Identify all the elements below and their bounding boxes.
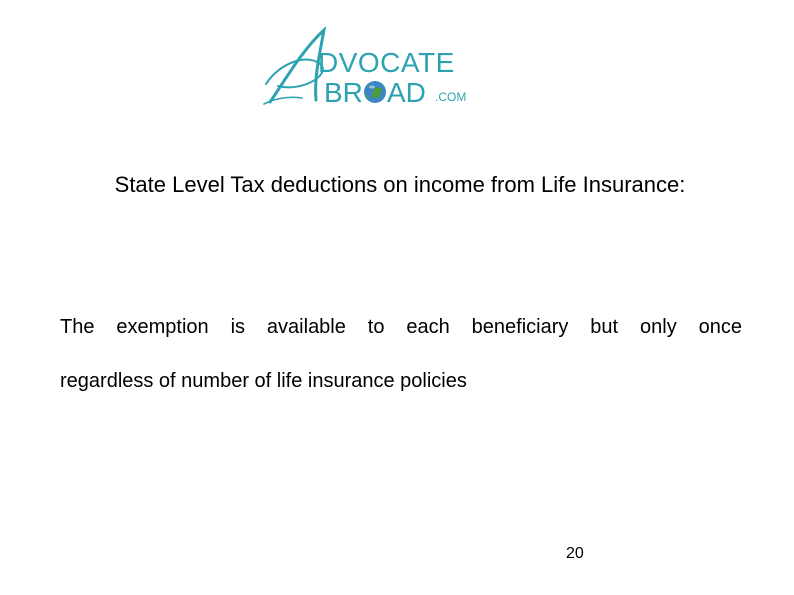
body-text-line-2: regardless of number of life insurance policies [60,370,467,392]
logo-line2-end: AD [387,77,426,108]
body-text-line-1: The exemption is available to each beneficiary but only once [60,316,742,338]
logo-line2-start: BR [324,77,363,108]
slide-title: State Level Tax deductions on income from Life Insurance: [114,172,686,197]
logo-dot-com: .COM [435,90,467,104]
globe-icon [364,81,386,103]
advocate-abroad-logo [262,22,492,108]
logo-swoosh [270,30,324,102]
logo-line1: DVOCATE [318,47,455,78]
page-number: 20 [566,545,584,562]
